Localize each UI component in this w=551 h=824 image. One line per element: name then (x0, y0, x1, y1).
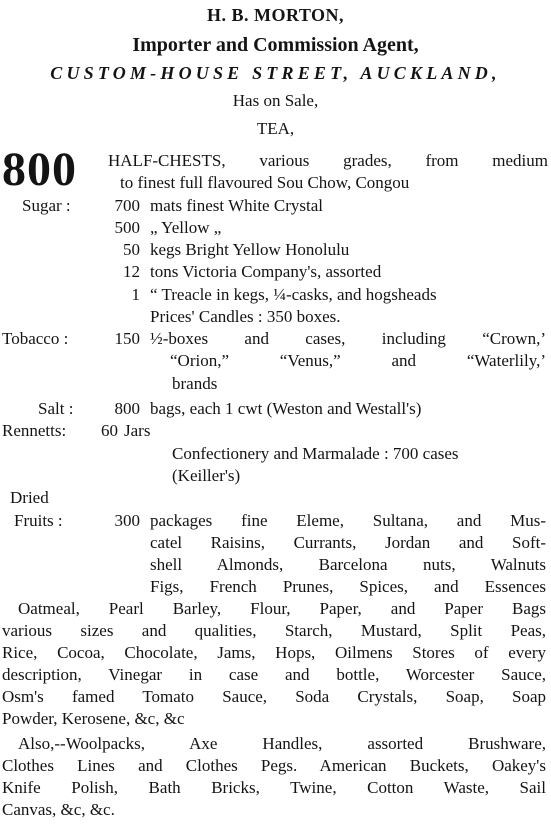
tea-description-line-2: to finest full flavoured Sou Chow, Congou (120, 173, 410, 192)
also-line-4: Canvas, &c, &c. (2, 800, 115, 819)
sugar-qty-1: 700 (114, 196, 140, 215)
tobacco-line-3: brands (172, 374, 218, 393)
also-line-3: Knife Polish, Bath Bricks, Twine, Cotton Waste, Sail (2, 778, 546, 797)
fruits-label-line-1: Dried (10, 488, 49, 507)
candles-line: Prices' Candles : 350 boxes. (150, 307, 341, 326)
fruits-label-line-2: Fruits : (14, 511, 63, 530)
salt-description: bags, each 1 cwt (Weston and Westall's) (150, 399, 422, 418)
general-line-1: Oatmeal, Pearl Barley, Flour, Paper, and Paper Bags (18, 599, 546, 618)
tea-quantity: 800 (2, 143, 77, 196)
company-address: CUSTOM-HOUSE STREET, AUCKLAND, (50, 63, 501, 83)
also-line-2: Clothes Lines and Clothes Pegs. American Buckets, Oakey's (2, 756, 546, 775)
company-name: H. B. MORTON, (206, 5, 345, 25)
sugar-qty-4: 12 (123, 262, 140, 281)
rennetts-label: Rennetts: (2, 421, 67, 440)
rennetts-description: Jars (124, 421, 151, 440)
on-sale-line: Has on Sale, (232, 91, 319, 110)
sugar-item-4: tons Victoria Company's, assorted (150, 262, 382, 281)
general-line-2: various sizes and qualities, Starch, Mustard, Split Peas, (2, 621, 546, 640)
fruits-line-4: Figs, French Prunes, Spices, and Essences (150, 577, 546, 596)
tobacco-line-1: ½-boxes and cases, including “Crown,’ (150, 329, 546, 348)
general-line-3: Rice, Cocoa, Chocolate, Jams, Hops, Oilmens Stores of every (2, 643, 546, 662)
tea-description-line-1: HALF-CHESTS, various grades, from medium (108, 151, 548, 170)
general-line-6: Powder, Kerosene, &c, &c (2, 709, 185, 728)
sugar-item-2: „ Yellow „ (150, 218, 222, 237)
tobacco-qty: 150 (114, 329, 140, 348)
rennetts-qty: 60 (101, 421, 118, 440)
company-role: Importer and Commission Agent, (132, 34, 419, 56)
sugar-label: Sugar : (22, 196, 71, 215)
tobacco-label: Tobacco : (2, 329, 69, 348)
fruits-qty: 300 (114, 511, 140, 530)
confectionery-line-2: (Keiller's) (172, 466, 241, 485)
sugar-qty-3: 50 (123, 240, 140, 259)
confectionery-line-1: Confectionery and Marmalade : 700 cases (172, 444, 459, 463)
tobacco-line-2: “Orion,” “Venus,” and “Waterlily,’ (170, 351, 546, 370)
salt-label: Salt : (38, 399, 74, 418)
fruits-line-2: catel Raisins, Currants, Jordan and Soft- (150, 533, 546, 552)
tea-heading: TEA, (256, 119, 295, 138)
fruits-line-3: shell Almonds, Barcelona nuts, Walnuts (150, 555, 546, 574)
sugar-qty-2: 500 (114, 218, 140, 237)
also-line-1: Also,--Woolpacks, Axe Handles, assorted Brushware, (18, 734, 546, 753)
general-line-4: description, Vinegar in case and bottle, Worcester Sauce, (2, 665, 546, 684)
sugar-item-1: mats finest White Crystal (150, 196, 323, 215)
general-line-5: Osm's famed Tomato Sauce, Soda Crystals, Soap, Soap (2, 687, 546, 706)
sugar-item-5: “ Treacle in kegs, ¼-casks, and hogsheads (150, 285, 437, 304)
sugar-qty-5: 1 (131, 285, 140, 304)
sugar-item-3: kegs Bright Yellow Honolulu (150, 240, 350, 259)
fruits-line-1: packages fine Eleme, Sultana, and Mus- (150, 511, 546, 530)
salt-qty: 800 (114, 399, 140, 418)
